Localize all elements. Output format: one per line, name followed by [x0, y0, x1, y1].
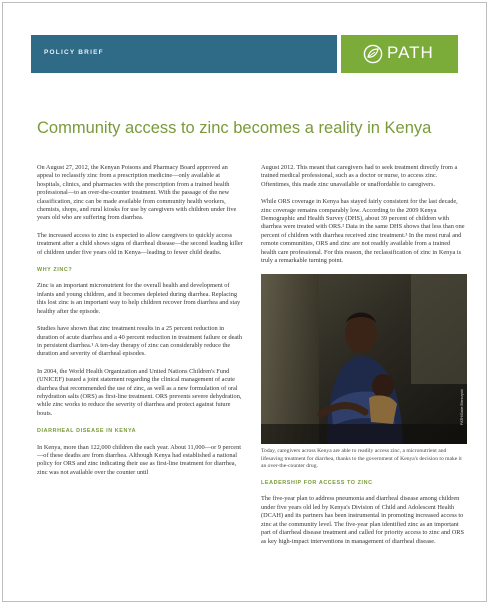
photo-caption: Today, caregivers across Kenya are able to readily access zinc, a micronutrient and lifesaving treatment for diarrhea, thanks to the government of Kenya's decision to make it an over-the-counter drug. — [261, 448, 462, 469]
photo-mother-and-child — [261, 274, 467, 444]
policy-brief-label: POLICY BRIEF — [44, 49, 104, 56]
left-column — [37, 164, 243, 486]
photo-credit: PATH/Gabe Bienczycki — [459, 388, 464, 425]
logo-text: PATH — [387, 43, 434, 62]
section-heading-diarrheal-disease: DIARRHEAL DISEASE IN KENYA — [37, 428, 137, 435]
paragraph: The increased access to zinc is expected to allow caregivers to quickly access treatment after a child shows signs of diarrheal disease—the second leading killer of children under five years old in Kenya—leading to fewer child deaths. — [37, 231, 243, 256]
paragraph: August 2012. This meant that caregivers had to seek treatment directly from a trained medical professional, such as a doctor or nurse, to access zinc. Oftentimes, this made zinc unavailable or unaffordable to caregivers. — [261, 164, 458, 188]
header — [31, 35, 458, 73]
paragraph: Studies have shown that zinc treatment results in a 25 percent reduction in duration of acute diarrhea and a 40 percent reduction in treatment failure or death in persistent diarrhea.¹ A ten-day therapy of zinc can considerably reduce the duration and severity of diarrheal episodes. — [37, 325, 243, 358]
section-heading-leadership: LEADERSHIP FOR ACCESS TO ZINC — [261, 480, 373, 487]
header-bar — [31, 35, 337, 73]
section-heading-why-zinc: WHY ZINC? — [37, 267, 73, 274]
photo-illustration — [261, 274, 467, 444]
document-page — [2, 2, 487, 602]
paragraph: While ORS coverage in Kenya has stayed fairly consistent for the last decade, zinc coverage remains comparably low. According to the 2009 Kenya Demographic and Health Survey (DHS), about 39 percent of children with diarrhea were treated with ORS.² Data in the same DHS shows that less than one percent of children with diarrhea received zinc treatment.³ In the most rural and remote communities, ORS and zinc are not readily available from a trained health care professional. For this reason, the reclassification of zinc in Kenya is truly a remarkable turning point. — [261, 198, 465, 265]
page-title: Community access to zinc becomes a reality in Kenya — [37, 119, 432, 137]
leaf-icon — [363, 44, 383, 64]
paragraph: The five-year plan to address pneumonia and diarrheal disease among children under five years old led by Kenya's Division of Child and Adolescent Health (DCAH) and its partners has been instrumental in promoting increased access to zinc at the community level. The five-year plan identified zinc as an important part of diarrheal disease treatment and called for priority access to zinc and ORS as key high-impact interventions in management of diarrheal disease. — [261, 495, 464, 545]
paragraph: On August 27, 2012, the Kenyan Poisons and Pharmacy Board approved an appeal to reclassify zinc from a prescription medicine—only available at hospitals, clinics, and pharmacies with the prescription from a trained health professional—to an over-the-counter treatment. With the passage of the new classification, zinc can be made available from community health workers, chemists, shops, and rural kiosks for use by caregivers with children under five years old who are suffering from diarrhea. — [37, 164, 237, 222]
paragraph: In Kenya, more than 122,000 children die each year. About 11,000—or 9 percent—of these deaths are from diarrhea. Although Kenya had established a national policy for ORS and zinc indicating their use as first-line treatment for diarrhea, zinc was not available over the counter until — [37, 443, 242, 476]
right-column — [261, 164, 467, 555]
paragraph: In 2004, the World Health Organization and United Nations Children's Fund (UNICEF) issued a joint statement regarding the clinical management of acute diarrhea that recommended the use of zinc, as well as a new formulation of oral rehydration salts (ORS) as first-line treatment. ORS prevents severe dehydration, while zinc works to reduce the severity of diarrhea and protect against future bouts. — [37, 367, 242, 417]
paragraph: Zinc is an important micronutrient for the overall health and development of infants and young children, and it becomes depleted during diarrhea. Replacing this lost zinc is an important way to help children recover from diarrhea and stay healthy after the episode. — [37, 282, 241, 315]
path-logo — [341, 35, 458, 73]
